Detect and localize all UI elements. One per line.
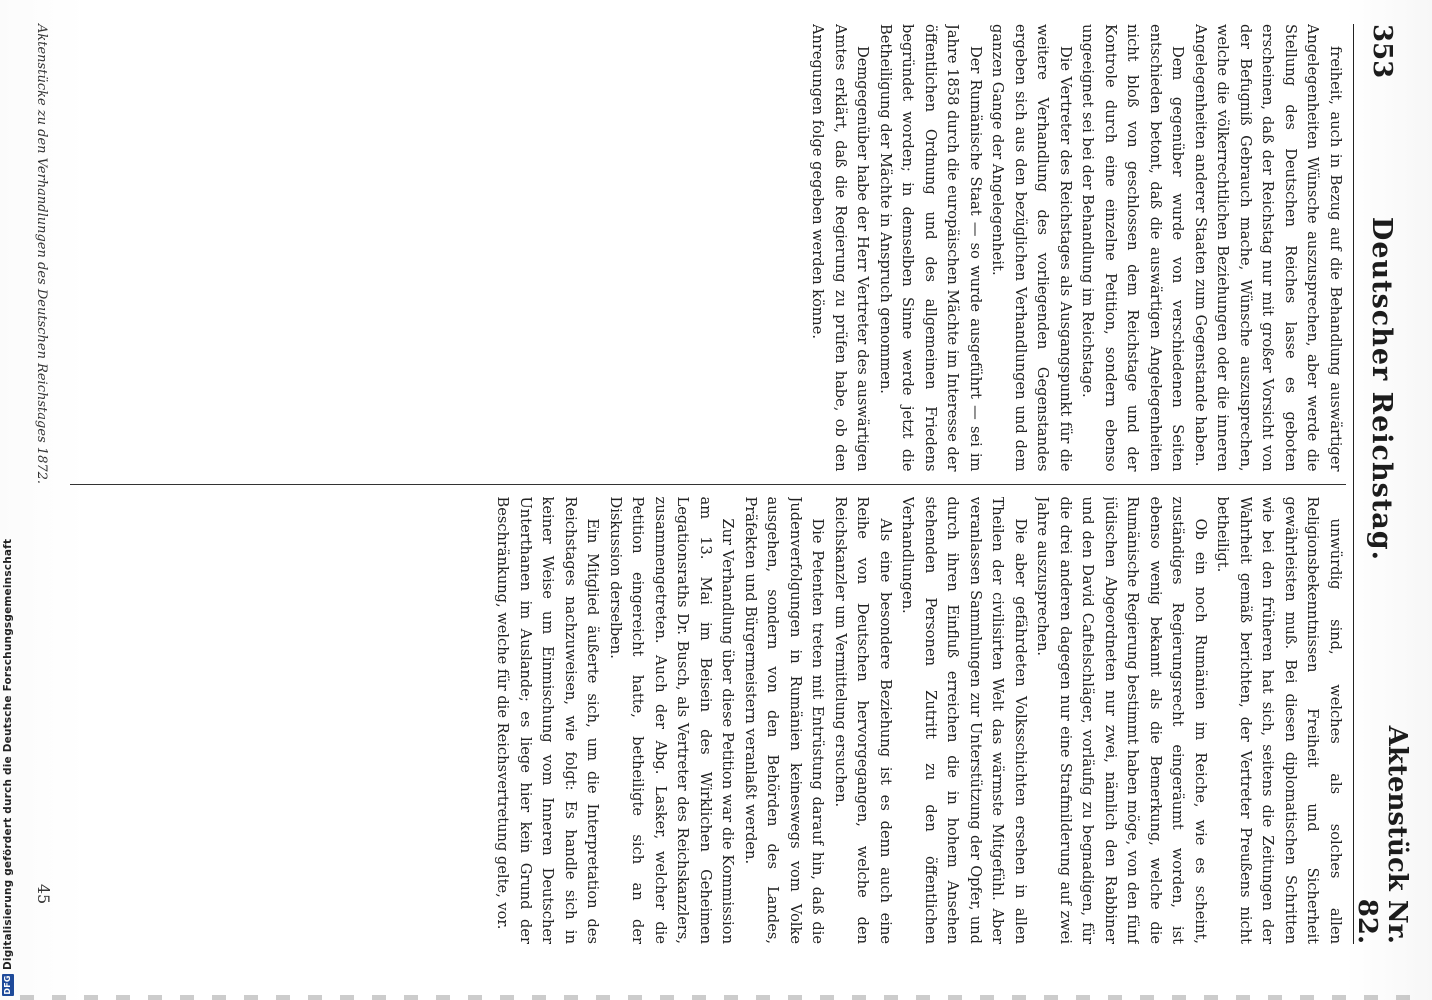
paragraph: Als eine besondere Beziehung ist es denn auch eine Reihe von Deutschen hervorgegangen, welche den Reichskanzler um Vermittelung ersuchen. — [832, 496, 894, 944]
dfg-logo-icon: DFG — [3, 975, 12, 995]
column-left — [70, 24, 1346, 472]
paragraph: Demgegenüber habe der Herr Vertreter des auswärtigen Amtes erklärt, daß die Regierung zu prüfen habe, ob den Anregungen folge gegeben werden könne. — [809, 24, 872, 472]
paragraph: Die Petenten treten mit Entrüstung darauf hin, daß die Judenverfolgungen in Rumänien keineswegs vom Volke ausgehen, sondern von den Behörden des Landes, Präfekten und Bürgermeistern veranlaßt werden. — [742, 496, 827, 944]
page-footer — [34, 24, 66, 944]
text-columns — [70, 24, 1346, 944]
digitization-credit — [2, 539, 14, 996]
digitization-credit-text: Digitalisierung gefördert durch die Deutsche Forschungsgemeinschaft — [2, 538, 14, 970]
paragraph: Dem gegenüber wurde von verschiedenen Seiten entschieden betont, daß die auswärtigen Angelegenheiten nicht bloß von geschlossen dem Reichstage und der Kontrole durch eine einzelne Petition, sondern ebenso ungeeignet sei bei der Behandlung im Reichstage. — [1079, 24, 1187, 472]
document-page — [30, 14, 1410, 954]
document-number: Aktenstück Nr. 82. — [1352, 725, 1412, 944]
paragraph: unwürdig sind, welches als solches allen Religionsbekenntnissen Freiheit und Sicherheit gewährleisten muß. Bei diesen diplomatischen Schritten wie bei den früheren hat sich, seitens die Zeitungen der Wahrheit gemäß berichten, der Vertreter Preußens nicht betheiligt. — [1214, 496, 1344, 944]
publication-title: Deutscher Reichstag. — [1366, 216, 1398, 562]
paragraph: Die Vertreter des Reichstages als Ausgangspunkt für die weitere Verhandlung des vorliegenden Gegenstandes ergeben sich aus den bezüglichen Verhandlungen und dem ganzen Gange der Angelegenheit. — [989, 24, 1074, 472]
paragraph: Die aber gefährdeten Volksschichten ersehen in allen Theilen der civilisirten Welt das wärmste Mitgefühl. Aber veranlassen Sammlungen zur Unterstützung der Opfer, und durch ihren Einfluß erreichen die in hohem Ansehen stehenden Personen Zutritt zu den öffentlichen Verhandlungen. — [899, 496, 1029, 944]
paragraph: Zur Verhandlung über diese Petition war die Kommission am 13. Mai im Beisein des Wirklichen Geheimen Legationsraths Dr. Busch, als Vertreter des Reichskanzlers, zusammengetreten. Auch der Abg. Lasker, welcher die Petition eingereicht hatte, betheiligte sich an der Diskussion derselben. — [607, 496, 737, 944]
paragraph: Ob ein noch Rumänien im Reiche, wie es scheint, zuständiges Regierungsrecht eingeräumt worden, ist ebenso wenig bekannt als die Bemerkung, welche die Rumänische Regierung bestimmt haben möge, von den fünf jüdischen Abgeordneten nur zwei, nämlich den Rabbiner und den David Caftelschläger, vorläufig zu begnadigen, für die drei anderen dagegen nur eine Strafmilderung auf zwei Jahre auszusprechen. — [1034, 496, 1209, 944]
footer-note: Aktenstücke zu den Verhandlungen des Deutschen Reichstages 1872. — [34, 24, 49, 485]
page-number: 353 — [1367, 24, 1397, 79]
paragraph: freiheit, auch in Bezug auf die Behandlung auswärtiger Angelegenheiten Wünsche auszusprechen, aber werde die Stellung des Deutschen Reiches lasse es geboten erscheinen, daß der Reichstag nur mit großer Vorsicht von der Befugniß Gebrauch mache, Wünsche auszusprechen, welche die völkerrechtlichen Beziehungen oder die inneren Angelegenheiten anderer Staaten zum Gegenstande haben. — [1192, 24, 1344, 472]
column-divider — [70, 484, 1346, 485]
paragraph: Der Rumänische Staat — so wurde ausgeführt — sei im Jahre 1858 durch die europäischen Mächte im Interesse der öffentlichen Ordnung und des allgemeinen Friedens begründet worden; in demselben Sinne werde jetzt die Betheiligung der Mächte in Anspruch genommen. — [877, 24, 984, 472]
page-header — [1353, 24, 1410, 944]
paragraph: Ein Mitglied äußerte sich, um die Interpretation des Reichstages nachzuweisen, wie folgt: Es handle sich in keiner Weise um Einmischung vom Inneren Deutscher Unterthanen im Auslande; es liege hier kein Grund der Beschränkung, welche für die Reichsvertretung gelte, vor. — [494, 496, 602, 944]
scan-ruler — [20, 995, 1412, 1000]
folio-number: 45 — [34, 883, 53, 905]
column-right — [70, 497, 1346, 945]
